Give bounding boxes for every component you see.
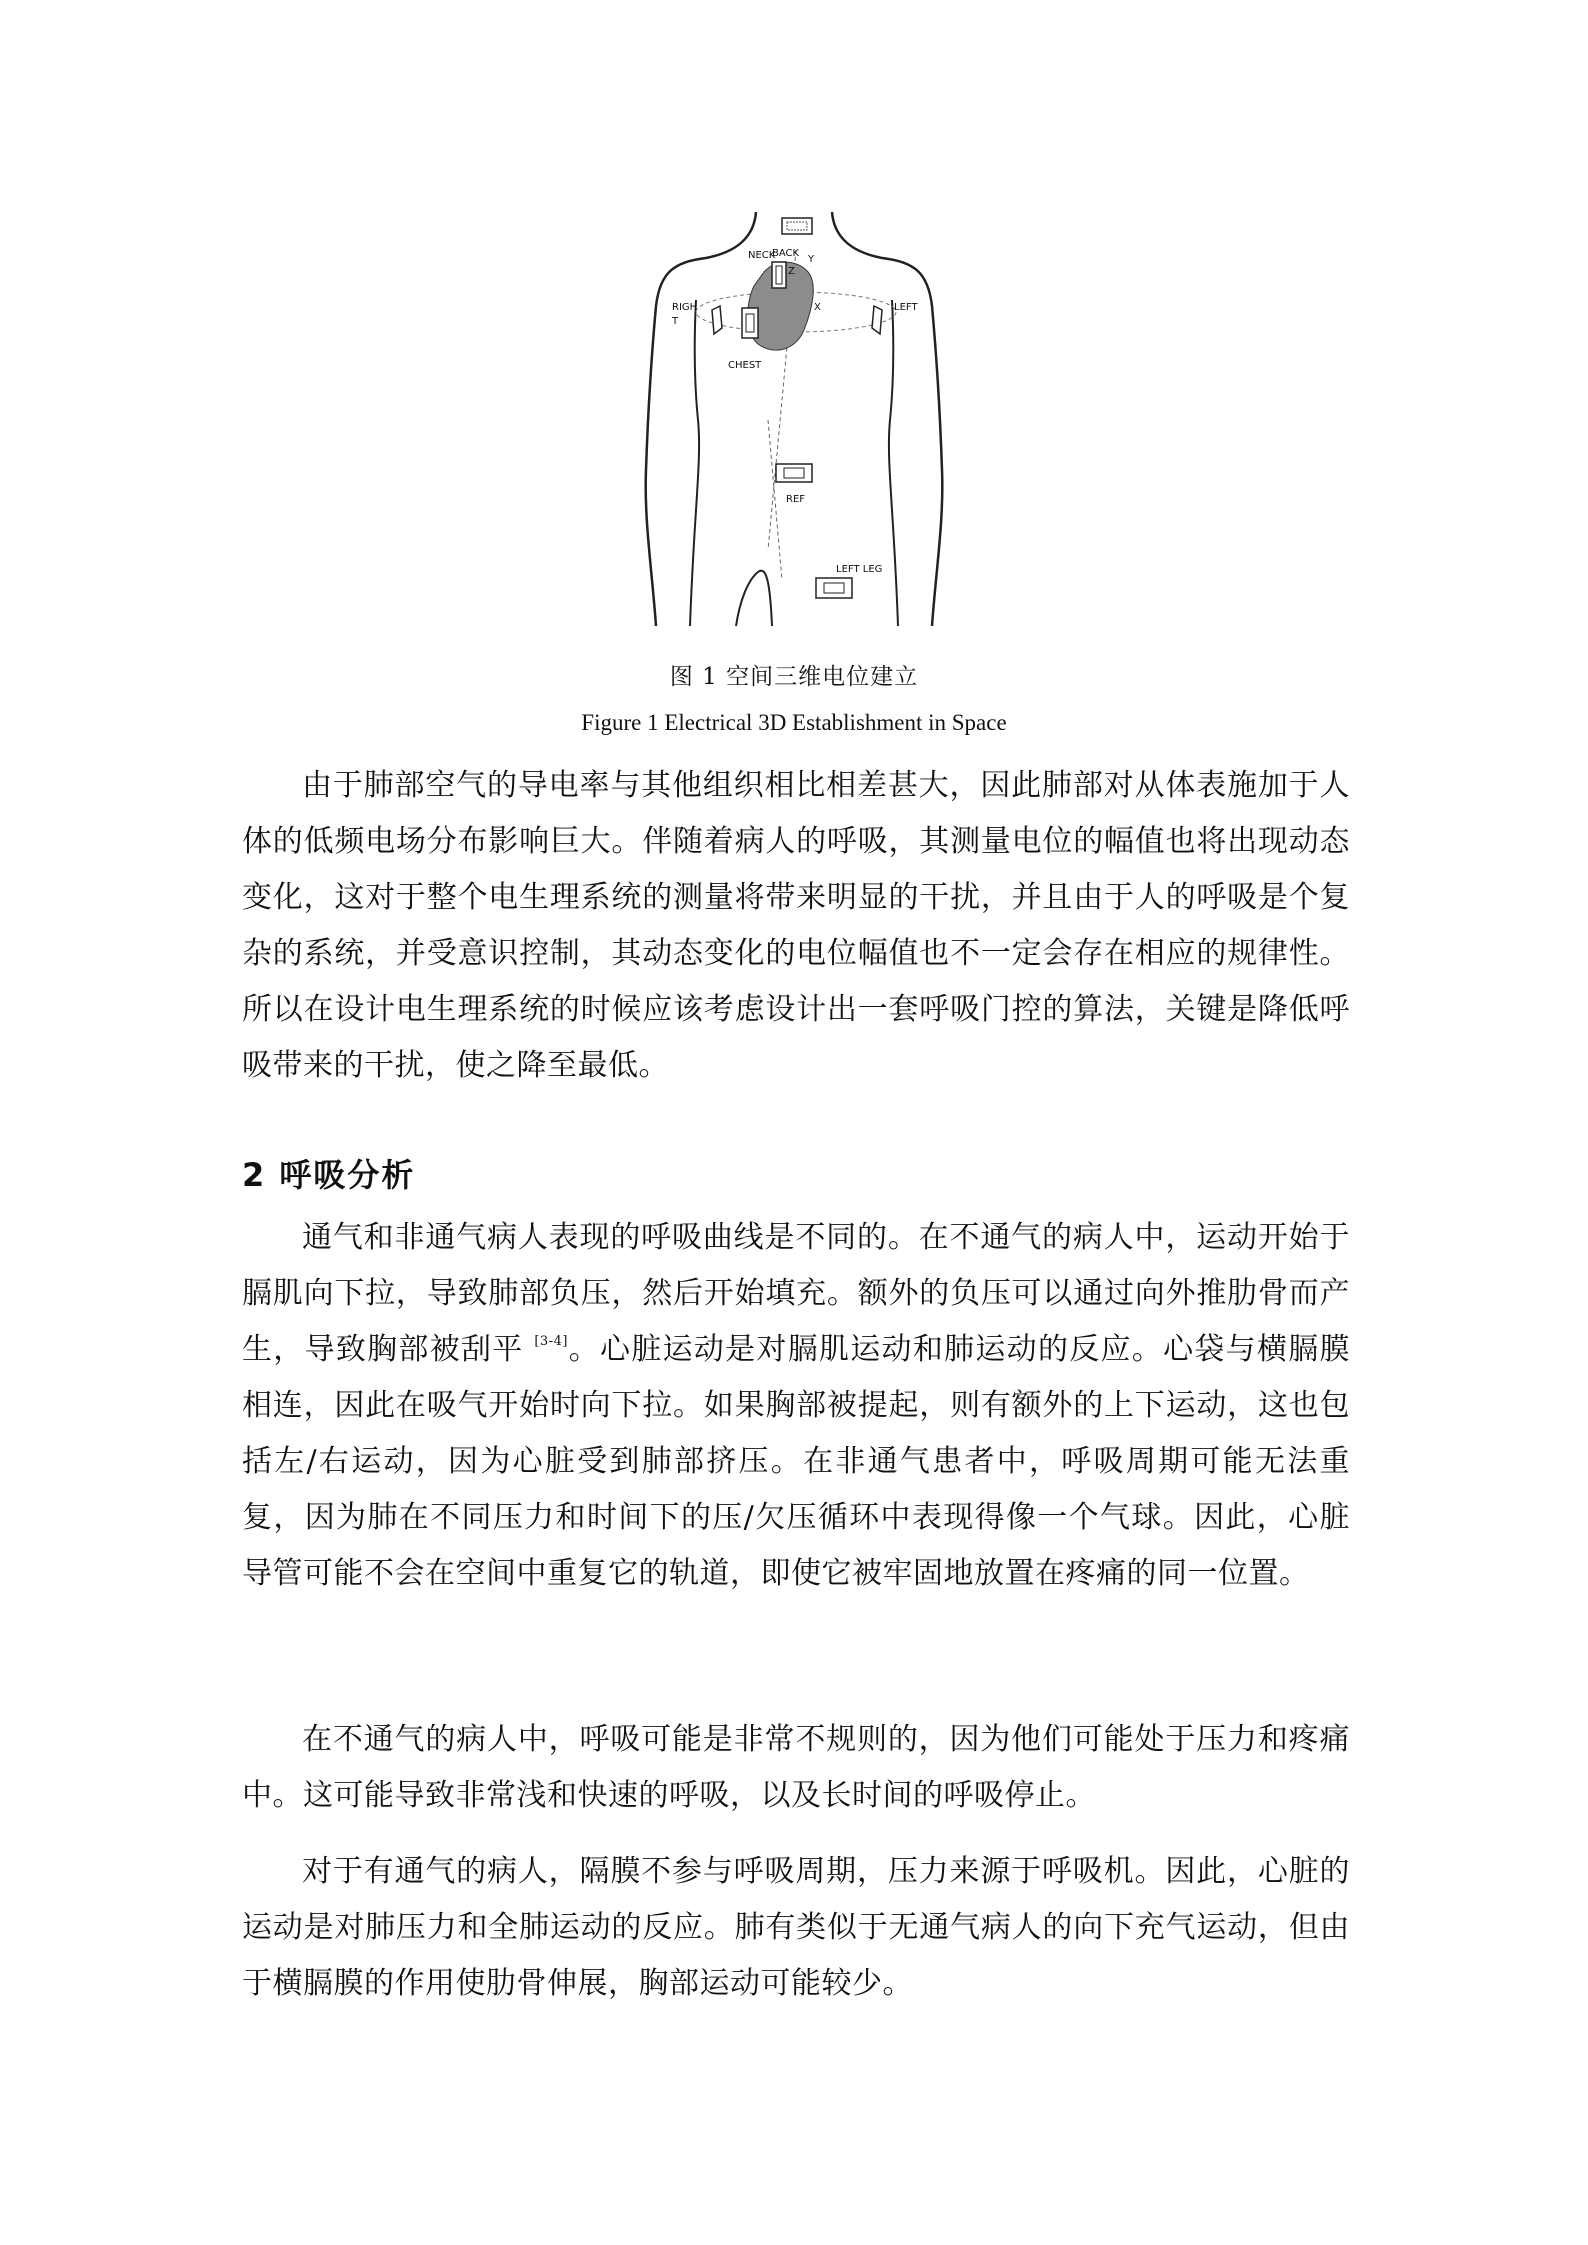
- axis-to-leg: [768, 420, 782, 580]
- label-back: BACK: [772, 248, 800, 259]
- figure-caption-chinese: 图 1 空间三维电位建立: [669, 664, 919, 690]
- left-electrode: [872, 306, 882, 334]
- paragraph-irregular-breathing: 在不通气的病人中，呼吸可能是非常不规则的，因为他们可能处于压力和疼痛中。这可能导致非常浅和快速的呼吸，以及长时间的呼吸停止。: [242, 1722, 1350, 1813]
- body-electrode-figure: [636, 210, 952, 626]
- label-right-1: RIGH: [672, 302, 698, 313]
- figure-caption-english: Figure 1 Electrical 3D Establishment in Space: [581, 710, 1007, 735]
- torso-diagram: [636, 210, 952, 626]
- paragraph-conductivity: 由于肺部空气的导电率与其他组织相比相差甚大，因此肺部对从体表施加于人体的低频电场分布影响巨大。伴随着病人的呼吸，其测量电位的幅值也将出现动态变化，这对于整个电生理系统的测量将带来明显的干扰，并且由于人的呼吸是个复杂的系统，并受意识控制，其动态变化的电位幅值也不一定会存在相应的规律性。所以在设计电生理系统的时候应该考虑设计出一套呼吸门控的算法，关键是降低呼吸带来的干扰，使之降至最低。: [242, 768, 1350, 1083]
- paragraph-breathing-curves: [242, 1210, 1350, 1602]
- citation-ref: [3-4]: [534, 1334, 568, 1349]
- paragraph-breathing-curves-part2: 。心脏运动是对膈肌运动和肺运动的反应。心袋与横膈膜相连，因此在吸气开始时向下拉。如果胸部被提起，则有额外的上下运动，这也包括左/右运动，因为心脏受到肺部挤压。在非通气患者中，呼吸周期可能无法重复，因为肺在不同压力和时间下的压/欠压循环中表现得像一个气球。因此，心脏导管可能不会在空间中重复它的轨道，即使它被牢固地放置在疼痛的同一位置。: [242, 1332, 1350, 1591]
- chest-electrode: [742, 308, 758, 338]
- label-y: Y: [808, 254, 815, 265]
- label-z: Z: [788, 266, 795, 277]
- section-heading-respiration-analysis: 2 呼吸分析: [242, 1156, 416, 1194]
- paragraph-breathing-curves-part1: 通气和非通气病人表现的呼吸曲线是不同的。在不通气的病人中，运动开始于膈肌向下拉，导致肺部负压，然后开始填充。额外的负压可以通过向外推肋骨而产生，导致胸部被刮平: [242, 1220, 1350, 1367]
- ref-electrode: [776, 464, 812, 482]
- paragraph-ventilated-patients: 对于有通气的病人，隔膜不参与呼吸周期，压力来源于呼吸机。因此，心脏的运动是对肺压力和全肺运动的反应。肺有类似于无通气病人的向下充气运动，但由于横膈膜的作用使肋骨伸展，胸部运动可能较少。: [242, 1854, 1350, 2001]
- arm-line-right: [690, 300, 699, 626]
- right-electrode: [712, 306, 722, 334]
- label-left-leg: LEFT LEG: [836, 564, 883, 575]
- label-x: X: [814, 302, 821, 313]
- arm-line-left: [889, 300, 898, 626]
- label-right-2: T: [672, 316, 679, 327]
- leg-line-right: [736, 571, 772, 626]
- label-ref: REF: [786, 494, 806, 505]
- left-leg-electrode: [816, 578, 852, 598]
- label-neck: NECK: [748, 250, 776, 261]
- label-chest: CHEST: [728, 360, 762, 371]
- label-left: LEFT: [894, 302, 918, 313]
- torso-outline: [646, 212, 756, 626]
